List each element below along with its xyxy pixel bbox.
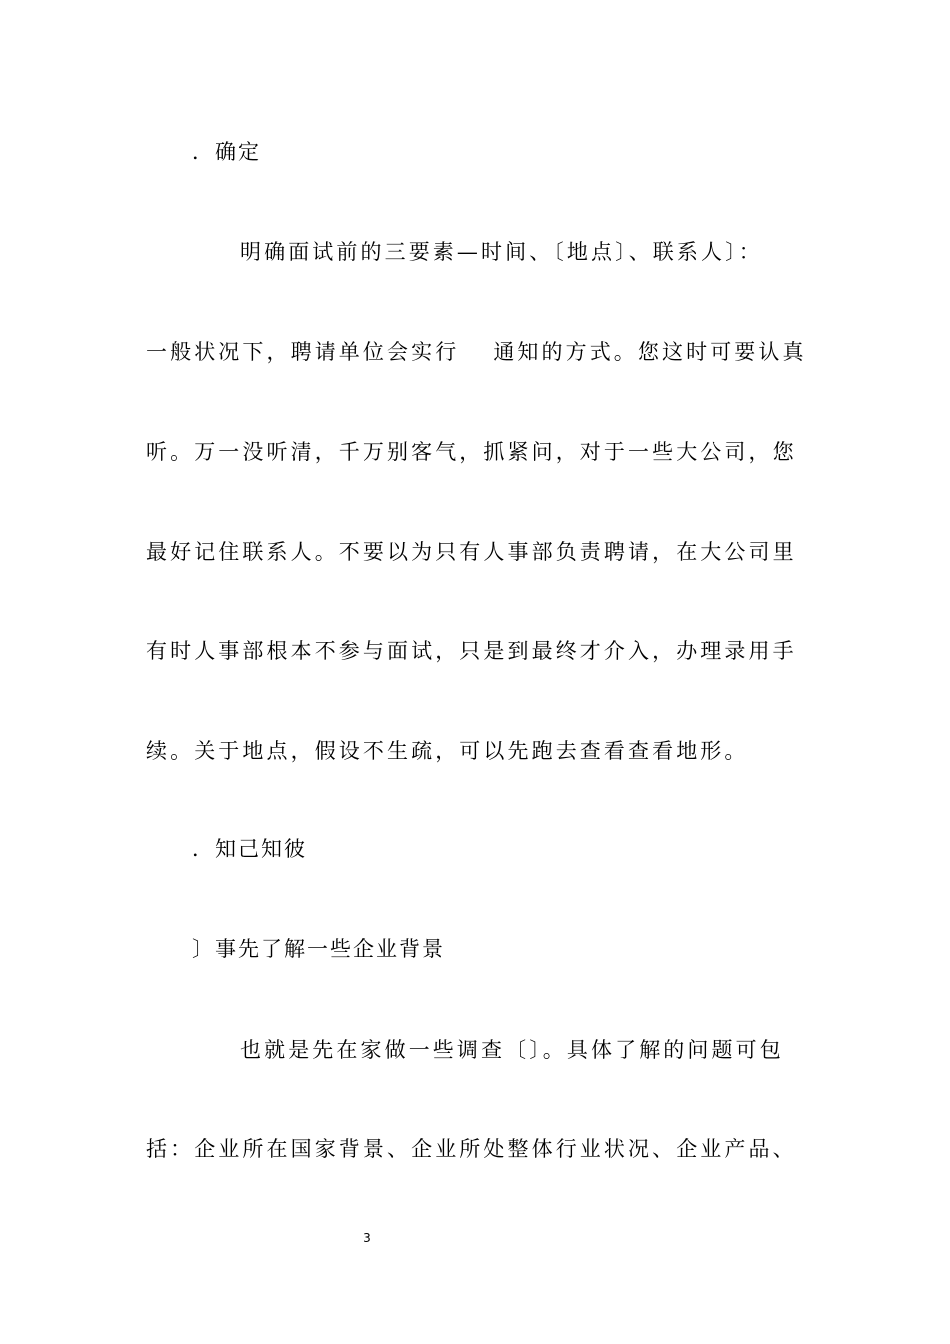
page-number: 3 [363, 1231, 371, 1245]
paragraph-line-2 [146, 338, 806, 366]
paragraph-line-1: 明确面试前的三要素—时间、〔地点〕、联系人〕： [240, 240, 763, 264]
paragraph-line-2-part-2: 通知的方式。您这时可要认真 [493, 340, 807, 364]
subsection-heading-company-background: 〕事先了解一些企业背景 [192, 937, 445, 961]
paragraph-line-3: 听。万一没听清，千万别客气，抓紧问，对于一些大公司，您 [146, 440, 797, 464]
paragraph-line-8: 括：企业所在国家背景、企业所处整体行业状况、企业产品、 [146, 1137, 797, 1161]
paragraph-line-6: 续。关于地点，假设不生疏，可以先跑去查看查看地形。 [146, 739, 749, 763]
paragraph-line-7: 也就是先在家做一些调查〔〕。具体了解的问题可包 [240, 1038, 784, 1062]
paragraph-line-5: 有时人事部根本不参与面试，只是到最终才介入，办理录用手 [146, 639, 797, 663]
paragraph-line-2-part-1: 一般状况下，聘请单位会实行 [146, 340, 460, 364]
paragraph-line-4: 最好记住联系人。不要以为只有人事部负责聘请，在大公司里 [146, 540, 797, 564]
section-heading-confirm: ．确定 [192, 140, 261, 164]
section-heading-know-yourself: ．知己知彼 [192, 837, 307, 861]
